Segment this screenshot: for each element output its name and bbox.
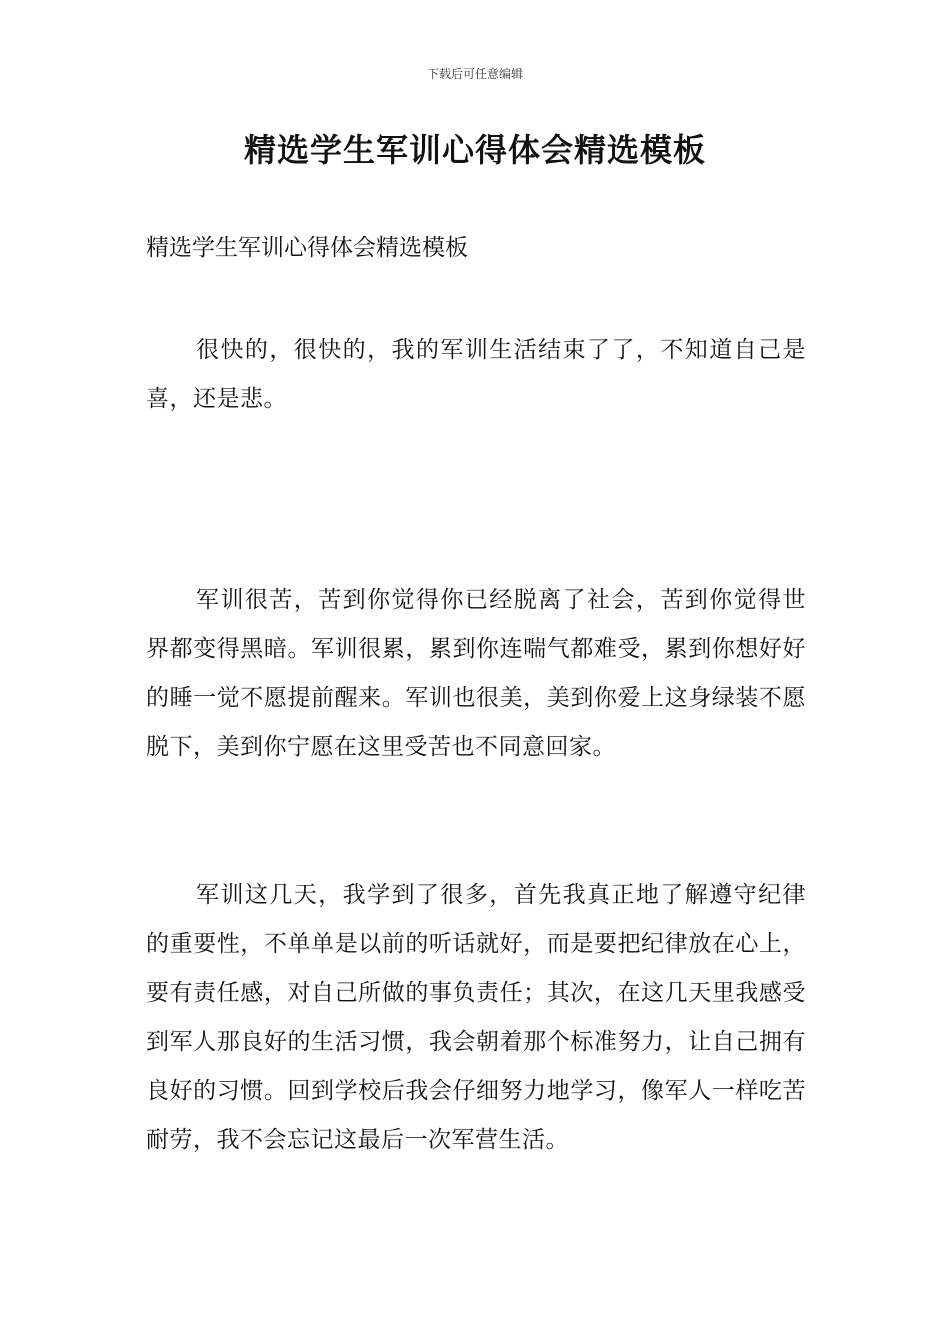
document-title: 精选学生军训心得体会精选模板 (243, 131, 706, 169)
paragraph: 军训很苦，苦到你觉得你已经脱离了社会，苦到你觉得世界都变得黑暗。军训很累，累到你连喘气都难受，累到你想好好的睡一觉不愿提前醒来。军训也很美，美到你爱上这身绿装不愿脱下，美到你宁愿在这里受苦也不同意回家。 (146, 587, 806, 760)
document-subtitle: 精选学生军训心得体会精选模板 (146, 235, 468, 261)
header-note: 下载后可任意编辑 (426, 67, 523, 81)
paragraph: 军训这几天，我学到了很多，首先我真正地了解遵守纪律的重要性，不单单是以前的听话就好，而是要把纪律放在心上，要有责任感，对自己所做的事负责任；其次，在这几天里我感受到军人那良好的生活习惯，我会朝着那个标准努力，让自己拥有良好的习惯。回到学校后我会仔细努力地学习，像军人一样吃苦耐劳，我不会忘记这最后一次军营生活。 (146, 882, 806, 1153)
paragraph: 很快的，很快的，我的军训生活结束了了，不知道自己是喜，还是悲。 (146, 337, 806, 412)
